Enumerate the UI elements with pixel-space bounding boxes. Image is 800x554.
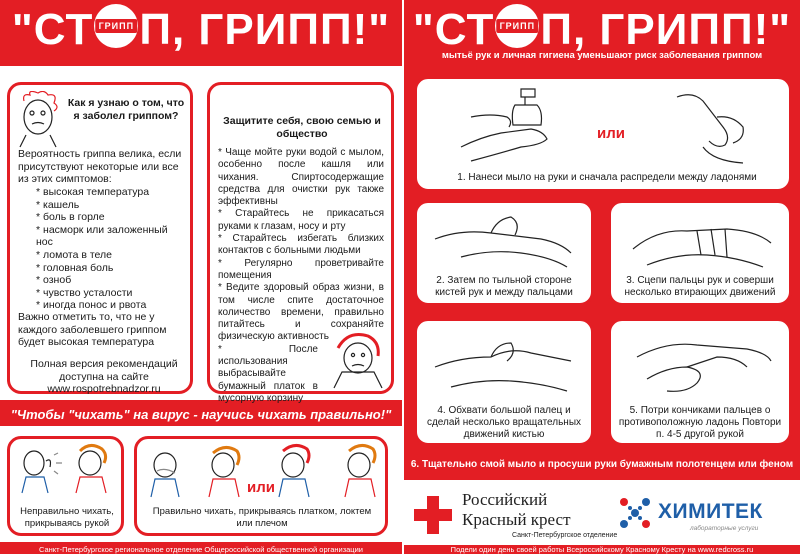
symptom-item: * насморк или заложенный нос [36,223,168,249]
protection-item: * Чаще мойте руки водой с мылом, особенно после кашля или чихания. Спиртосодержащие средства для очистки рук также эффективны [218,147,384,208]
himitek-name: ХИМИТЕК [658,500,763,523]
logos-area [404,480,800,545]
wrong-sneeze-caption: Неправильно чихать, прикрываясь рукой [20,506,114,529]
left-title: "СТ ГРИПП П, ГРИПП!" [11,5,391,54]
interlace-fingers-icon [627,209,777,273]
symptom-item: * кашель [36,198,80,211]
step-1-card [414,76,792,192]
step-2-text: 2. Затем по тыльной стороне кистей рук и между пальцами [435,275,573,298]
protection-item: * Старайтесь избегать близких контактов с больными людьми [218,233,384,257]
girl-with-tissue-icon [328,330,386,390]
palm-rub-icon [673,87,753,167]
step-5-card [608,318,792,446]
himitek-sub: лабораторные услуги [690,525,759,532]
symptoms-heading: Как я узнаю о том, что я заболел гриппом? [67,97,185,122]
protection-heading: Защитите себя, свою семью и общество [223,115,381,140]
red-cross-sub: Санкт-Петербургское отделение [512,532,618,539]
or-label: или [597,125,625,142]
step-1-text: 1. Нанеси мыло на руки и сначала распредели между ладонями [457,172,757,183]
right-sneeze-card [134,436,388,536]
more-info: Полная версия рекомендаций доступна на сайте [30,358,178,383]
soap-hands-icon [451,87,571,167]
protection-item: * Регулярно проветривайте помещения [218,257,384,281]
step-6-text: 6. Тщательно смой мыло и просуши руки бумажным полотенцем или феном [410,459,794,470]
or-label: или [247,479,275,496]
step-4-text: 4. Обхвати большой палец и сделай несколько вращательных движений кистью [426,405,582,440]
right-footer: Подели один день своей работы Всероссийскому Красному Кресту на www.redcross.ru [450,545,754,554]
handwash-subtitle: мытьё рук и личная гигиена уменьшают риск заболевания гриппом [441,50,763,61]
symptom-item: * ломота в теле [36,248,113,261]
protection-item: * Старайтесь не прикасаться руками к глазам, носу и рту [218,208,384,232]
symptom-item: * высокая температура [36,186,150,198]
step-2-card [414,200,594,306]
right-title: "СТ ГРИПП П, ГРИПП!" [412,5,792,54]
grip-badge-icon: ГРИПП [94,4,138,48]
symptom-item: * головная боль [36,261,114,274]
symptoms-list [36,186,186,312]
right-poster [404,0,800,554]
step-4-card [414,318,594,446]
symptom-item: * боль в горле [36,211,105,224]
rospotreb-link[interactable]: www.rospotrebnadzor.ru [47,383,161,395]
symptom-item: * озноб [36,274,72,287]
protection-card [207,82,394,404]
right-sneeze-caption: Правильно чихать, прикрываясь платком, локтем или плечом [152,506,372,529]
wrong-sneeze-card [7,436,124,536]
protection-item: * После использования выбрасывайте бумажный платок в мусорную корзину [218,343,318,404]
step-3-card [608,200,792,306]
grip-badge-icon: ГРИПП [495,4,539,48]
symptom-item: * чувство усталости [36,286,133,299]
symptom-item: * иногда понос и рвота [36,299,147,312]
fever-note: Важно отметить то, что не у каждого заболевшего гриппом будет высокая температура [18,311,167,349]
wrong-sneeze-icon [16,443,116,495]
step-3-text: 3. Сцепи пальцы рук и соверши несколько втирающих движений [624,275,776,298]
symptoms-intro: Вероятность гриппа велика, если присутствуют некоторые или все из этих симптомов: [18,148,182,186]
left-footer: Санкт-Петербургское региональное отделение Общероссийской общественной организации [38,545,363,554]
red-cross-name: Российский Красный крест [462,490,571,529]
himitek-logo-icon [618,496,652,530]
step-5-text: 5. Потри кончиками пальцев о противоположную ладонь Повтори п. 4-5 другой рукой [618,405,782,440]
symptoms-card [7,82,193,394]
protection-item: * Ведите здоровый образ жизни, в том числе спите достаточное количество времени, правильно питайтесь и сохраняйте физическую активность [218,282,384,343]
back-hand-rub-icon [431,209,581,273]
fingertips-rub-icon [627,327,777,397]
sick-man-icon [16,91,62,149]
red-cross-icon [414,496,452,534]
sneeze-banner: "Чтобы "чихать" на вирус - научись чихать правильно!" [10,407,392,422]
thumb-rotate-icon [431,327,581,397]
